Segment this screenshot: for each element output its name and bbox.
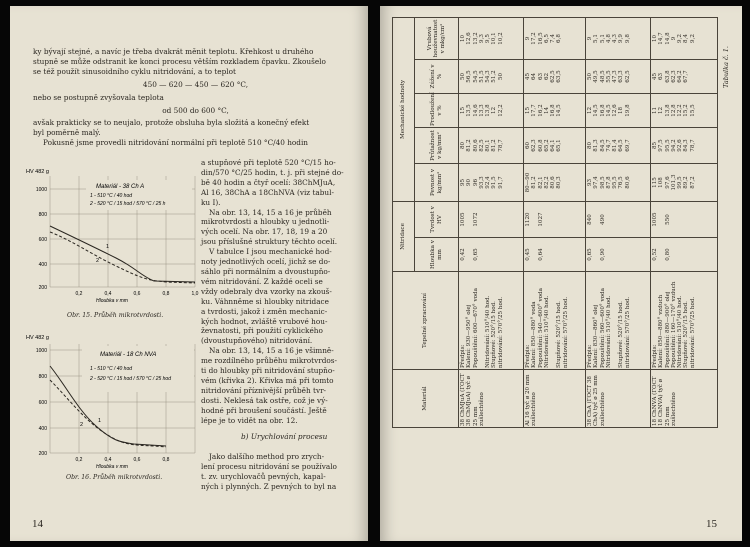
left-page — [10, 6, 368, 541]
cell-strength: 80—90 81,2 82,1 82,2 80,6 80,3 — [524, 163, 586, 201]
y-tick: 600 — [38, 400, 47, 406]
cell-material: Al 16 tyč ø 20 mm zušlechtěno — [524, 370, 586, 428]
right-column-text — [201, 158, 361, 425]
graph-obr-15 — [16, 164, 202, 309]
y-tick: 1000 — [35, 187, 47, 193]
text-line: se též použít sinusoidního cyklu nitridování, a to teplot — [33, 66, 236, 76]
text-line: ku. Váhnněme si hloubky nitridace — [201, 296, 329, 306]
curve-1-label: 1 — [98, 418, 102, 424]
cell-yield: 60 62,3 60,8 65,2 64,1 65,1 — [524, 127, 586, 163]
cell-elongation: 15 17,7 16,2 14 16,8 14,5 — [524, 93, 586, 127]
text-line: Na obr. 13, 14, 15 a 16 je všimně- — [209, 346, 334, 356]
page-number-right: 15 — [706, 518, 717, 530]
x-tick: 0,2 — [75, 291, 83, 297]
cell-yield: 80 81,2 80,6 82,5 80,1 81,2 78,7 — [459, 127, 524, 163]
formula-2: od 500 do 600 °C, — [162, 105, 229, 115]
cell-strength: 93 97,4 98,5 87,8 95,5 76,5 80,6 — [586, 163, 651, 201]
text-line: dosti. Neklesá tak ostře, což je vý- — [201, 395, 328, 405]
cell-process: Předpis: Kalení: 930—950° olej Popouštění: 600—670° voda Nitridování: 510°/40 hod. Stupňové: 520°/15 hod. nitridování: 570°/25 hod. — [459, 272, 524, 370]
text-line: kých hodnot, zvláště vrubové hou- — [201, 316, 328, 326]
top-paragraph — [33, 47, 358, 148]
x-axis-label: Hloubka v mm — [96, 464, 128, 470]
y-tick: 600 — [38, 237, 47, 243]
data-table — [392, 17, 718, 428]
cell-process: Předpis: Kalení: 850—880° vzduch Popouštění: 880—900° olej Popouštění: 160—170° vzduch Nitridování: 510°/40 hod. Stupňové: 520°/15 hod. nitridování: 570°/25 hod. — [651, 272, 718, 370]
text-line: a stupňové při teplotě 520 °C/15 ho- — [201, 158, 336, 167]
cell-yield: 80 81,3 84,5 74,7 81,4 64,5 69,7 — [586, 127, 651, 163]
header-yield: Průtažnost v kg/mm² — [415, 127, 459, 163]
text-line: jsou příslušné struktury těchto ocelí. — [201, 237, 338, 247]
text-line: stupně se může odstranit ke konci procesu větším rozkladem čpavku. Zkoušelo — [33, 56, 326, 66]
text-line: a tvrdosti, jakož i změn mechanic- — [201, 306, 328, 316]
text-line: Jako dalšího method pro zrych- — [209, 452, 325, 461]
text-line: Pokusně jsme provedli nitridování normální při teplotě 510 °C/40 hodin — [43, 138, 309, 148]
x-tick: 0,8 — [162, 291, 170, 297]
cell-process: Předpis: Kalení: 830—860° olej Popouštění: 560—600° voda Nitridování: 510°/40 hod. Stupňové: 520°/15 hod. nitridování: 570°/25 hod. — [586, 272, 651, 370]
cell-strength: 95 90 96 93,3 92,4 91,5 91,7 — [459, 163, 524, 201]
x-tick: 0,6 — [133, 291, 141, 297]
y-tick: 400 — [38, 262, 47, 268]
x-tick: 0,6 — [133, 457, 141, 463]
text-line: me rozdílného průběhu mikrotvrdos- — [201, 356, 337, 366]
text-line: (dvoustupňového) nitridování. — [201, 336, 313, 346]
x-tick: 0,4 — [104, 457, 112, 463]
text-line: ti do hloubky při nitridování stupňo- — [201, 366, 335, 376]
text-line: avšak prakticky se to neujalo, protože obsluha byla složitá a konečný efekt — [33, 118, 310, 128]
text-line: lení procesu nitridování se používalo — [201, 461, 337, 471]
x-tick: 0,2 — [75, 457, 83, 463]
x-axis-label: Hloubka v mm — [96, 298, 128, 304]
header-nitridation: Nitridace — [393, 201, 415, 271]
y-tick: 200 — [38, 451, 47, 457]
legend-title: Materiál - 18 Ch NVA — [100, 352, 157, 358]
text-line: Al 16, 38ChA a 18ChNVA (viz tabul- — [201, 187, 334, 197]
cell-impact: 10 14,7 14,8 9 9,2 8,4 9,2 — [651, 17, 718, 59]
cell-impact: 9 17,2 16,5 6,5 7,4 6,8 — [524, 17, 586, 59]
table-wrapper — [392, 18, 717, 428]
table-title: Tabulka č. 1. — [722, 46, 730, 88]
text-line: ných i plynných. Z pevných to byl na — [201, 481, 337, 491]
formula-1: 450 — 620 — 450 — 620 °C, — [142, 79, 249, 89]
x-tick: 0,4 — [104, 291, 112, 297]
header-impact: Vrubová houževnatost v mkg/cm² — [415, 17, 459, 59]
y-tick: 400 — [38, 426, 47, 432]
header-strength: Pevnost v kg/mm² — [415, 163, 459, 201]
cell-elongation: 12 14,5 16,8 14,5 12,6 18 19,8 — [586, 93, 651, 127]
cell-process: Předpis: Kalení: 850—880° voda Popouštění: 540—600° voda Nitridování: 510°/40 hod. Stupňové: 520°/15 hod. nitridování: 570°/25 hod. — [524, 272, 586, 370]
text-line: Na obr. 13, 14, 15 a 16 je průběh — [209, 207, 332, 217]
curve-2 — [50, 232, 195, 283]
cell-hardness: 1005 550 — [651, 201, 718, 237]
text-line: V tabulce I jsou mechanické hod- — [209, 247, 332, 257]
y-tick: 200 — [38, 285, 47, 291]
curve-1 — [50, 226, 195, 282]
right-page — [380, 6, 742, 541]
text-line: vých ocelí. Na obr. 17, 18, 19 a 20 — [201, 227, 328, 237]
text-line: vém nitridování. Z každé oceli se — [201, 276, 323, 286]
text-line: t. zv. urychlovačů pevných, kapal- — [201, 471, 326, 481]
y-tick: 800 — [38, 212, 47, 218]
table-row — [651, 17, 718, 427]
text-line: nitridování příznivější průběh tvr- — [201, 385, 327, 395]
cell-elongation: 11 12 13,8 12,8 12,2 15,2 15,5 — [651, 93, 718, 127]
table-row — [586, 17, 651, 427]
header-material: Materiál — [393, 370, 459, 428]
page-number-left: 14 — [32, 518, 43, 530]
text-line: lépe je to vidět na obr. 12. — [201, 415, 298, 425]
cell-reduction: 45 63 63,8 62,3 64,2 67,7 — [651, 59, 718, 93]
cell-reduction: 50 56,5 54,5 51,5 54,3 51,2 50 — [459, 59, 524, 93]
header-elongation: Prodloužení v % — [415, 93, 459, 127]
text-line: ku I). — [201, 197, 221, 207]
cell-hardness: 840 490 — [586, 201, 651, 237]
text-line: ževnatosti, při použití cyklického — [201, 326, 323, 336]
graph-obr-16 — [16, 330, 202, 470]
text-line: nebo se postupně zvyšovala teplota — [33, 92, 164, 102]
legend-entry-1: 1 - 510 °C / 40 hod — [90, 193, 133, 199]
text-line: hodné při broušení součástí. Ještě — [201, 405, 327, 415]
legend-entry-1: 1 - 510 °C / 40 hod — [90, 366, 133, 372]
cell-material: 18 ChNVA (ГОСТ 18 ChNVA) tyč ø 25 mm zušlechtěno — [651, 370, 718, 428]
cell-depth: 0,42 0,65 — [459, 238, 524, 272]
y-axis-label: HV 482 g — [26, 335, 49, 341]
cell-depth: 0,65 0,90 — [586, 238, 651, 272]
text-line: byl poměrně malý. — [33, 128, 101, 138]
curve-1-label: 1 — [106, 244, 110, 250]
curve-2-label: 2 — [96, 258, 100, 264]
x-tick: 1,0 — [191, 291, 199, 297]
text-line: ky bývají stejné, a navíc je třeba dvakrát měnit teplotu. Křehkost u druhého — [33, 47, 314, 56]
text-line: mikrotvrdosti a hloubky u jednotli- — [201, 217, 330, 227]
cell-impact: 10 12,6 13,2 9,3 9,5 10,1 10,2 — [459, 17, 524, 59]
text-line: bě 40 hodin a čtyř ocelí: 38ChMJuA, — [201, 177, 336, 187]
header-mechanical: Mechanické hodnoty — [393, 17, 415, 201]
cell-material: 38 ChMJuA (ГОСТ 38 ChMJuA) tyč ø 25 mm zušlechtěno — [459, 370, 524, 428]
x-tick: 0,8 — [162, 457, 170, 463]
cell-elongation: 15 13,5 14,6 13,3 13,8 12 12,2 — [459, 93, 524, 127]
header-depth: Hloubka v mm — [415, 238, 459, 272]
y-axis-label: HV 482 g — [26, 169, 49, 175]
cell-reduction: 45 64 63 62 62,5 63,5 — [524, 59, 586, 93]
cell-impact: 9 5,1 5,1 4,8 4,3 9,9 9,8 — [586, 17, 651, 59]
cell-reduction: 50 49,5 48,5 55,5 47,3 63,3 62,5 — [586, 59, 651, 93]
cell-depth: 0,52 0,80 — [651, 238, 718, 272]
text-line: vždy odebraly dva vzorky na zkouš- — [201, 286, 332, 296]
header-reduction: Zúžení v % — [415, 59, 459, 93]
y-tick: 800 — [38, 374, 47, 380]
text-line: noty jednotlivých ocelí, jichž se do- — [201, 257, 331, 267]
text-line: din/570 °C/25 hodin, t. j. při stejné do- — [201, 167, 344, 177]
text-line: vém (křivka 2). Křivka má při tomto — [201, 375, 334, 385]
section-title: b) Urychlování procesu — [241, 432, 328, 441]
cell-depth: 0,45 0,64 — [524, 238, 586, 272]
header-hardness: Tvrdost v HV — [415, 201, 459, 237]
table-row — [524, 17, 586, 427]
cell-yield: 85 97,5 95,5 94,2 92,6 84,3 78,7 — [651, 127, 718, 163]
y-tick: 1000 — [35, 348, 47, 354]
caption-obr-15: Obr. 15. Průběh mikrotvrdosti. — [67, 312, 164, 319]
cell-hardness: 1120 1027 — [524, 201, 586, 237]
text-line: sáhlo při normálním a dvoustupňo- — [201, 266, 331, 276]
header-process: Tepelné zpracování — [393, 272, 459, 370]
legend-entry-2: 2 - 520 °C / 15 hod / 570 °C / 25 hod — [90, 376, 171, 382]
legend-title: Materiál - 38 Ch A — [96, 184, 145, 190]
caption-obr-16: Obr. 16. Průběh mikrotvrdosti. — [66, 474, 163, 481]
cell-hardness: 1005 1072 — [459, 201, 524, 237]
section-paragraph — [201, 452, 361, 492]
table-row — [459, 17, 524, 427]
cell-material: 38 ChA (ГОСТ 38 ChA) tyč ø 25 mm zušlechtěno — [586, 370, 651, 428]
cell-strength: 115 108 97,6 101,3 99,5 89,2 87,2 — [651, 163, 718, 201]
legend-entry-2: 2 - 520 °C / 15 hod / 570 °C / 25 h — [90, 201, 166, 207]
curve-2-label: 2 — [80, 422, 84, 428]
